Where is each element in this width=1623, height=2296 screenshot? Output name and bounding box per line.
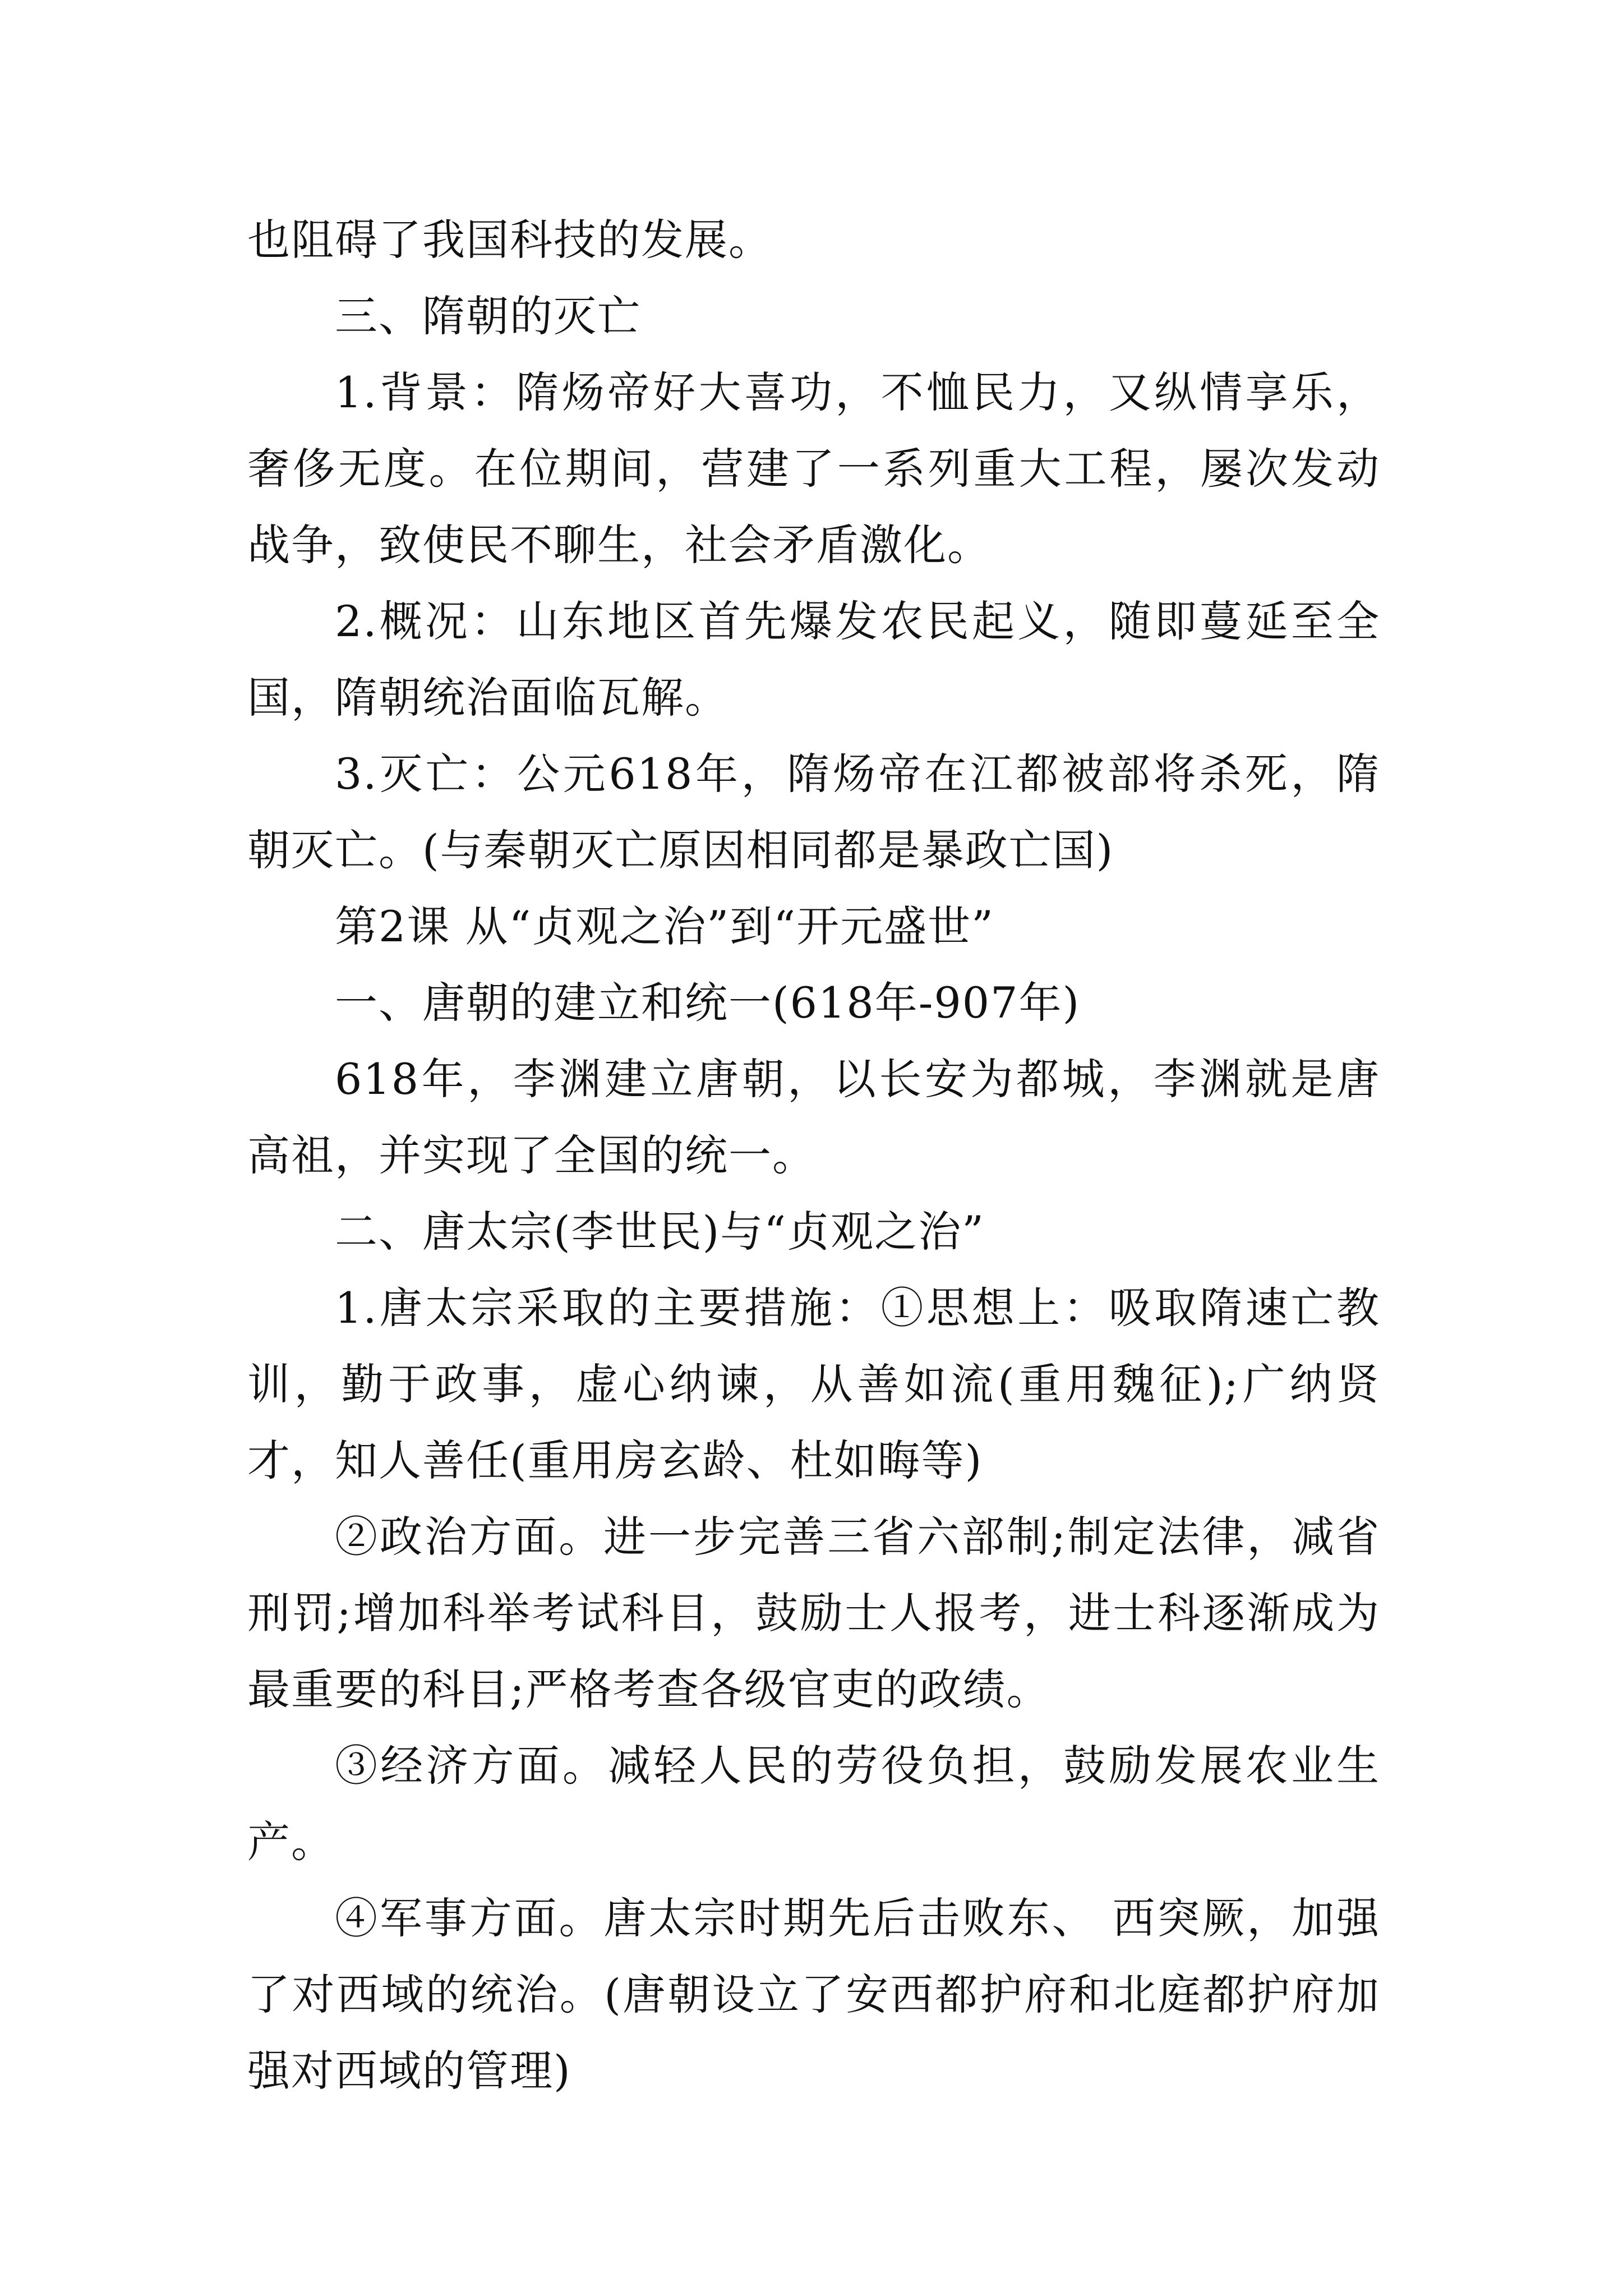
paragraph: ②政治方面。进一步完善三省六部制;制定法律，减省刑罚;增加科举考试科目，鼓励士人报考，进士科逐渐成为最重要的科目;严格考查各级官吏的政绩。 [247, 1512, 1380, 1714]
paragraph: 也阻碍了我国科技的发展。 [247, 215, 772, 265]
paragraph: ③经济方面。减轻人民的劳役负担，鼓励发展农业生产。 [247, 1741, 1380, 1867]
paragraph: 1.背景：隋炀帝好大喜功，不恤民力，又纵情享乐，奢侈无度。在位期间，营建了一系列重大工程，屡次发动战争，致使民不聊生，社会矛盾激化。 [247, 367, 1380, 570]
document-body [247, 202, 1380, 2109]
section-heading: 三、隋朝的灭亡 [335, 291, 641, 341]
paragraph: 618年，李渊建立唐朝，以长安为都城，李渊就是唐高祖，并实现了全国的统一。 [247, 1054, 1380, 1180]
paragraph: 2.概况：山东地区首先爆发农民起义，随即蔓延至全国，隋朝统治面临瓦解。 [247, 596, 1380, 723]
lesson-title: 第2课 从“贞观之治”到“开元盛世” [335, 901, 994, 951]
paragraph: 3.灭亡：公元618年，隋炀帝在江都被部将杀死，隋朝灭亡。(与秦朝灭亡原因相同都是暴政亡国) [247, 749, 1380, 875]
paragraph: 1.唐太宗采取的主要措施：①思想上：吸取隋速亡教训，勤于政事，虚心纳谏，从善如流(重用魏征);广纳贤才，知人善任(重用房玄龄、杜如晦等) [247, 1283, 1380, 1485]
section-heading: 一、唐朝的建立和统一(618年-907年) [335, 978, 1081, 1028]
section-heading: 二、唐太宗(李世民)与“贞观之治” [335, 1207, 985, 1257]
paragraph: ④军事方面。唐太宗时期先后击败东、 西突厥，加强了对西域的统治。(唐朝设立了安西都护府和北庭都护府加强对西域的管理) [247, 1893, 1380, 2096]
